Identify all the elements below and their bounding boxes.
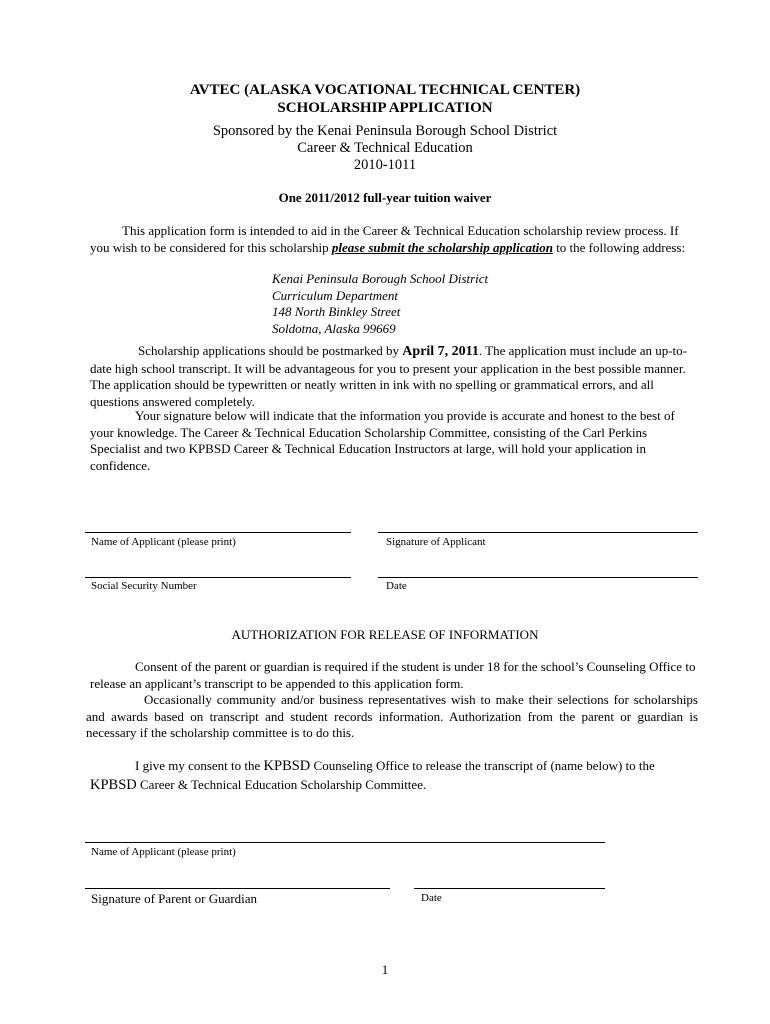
deadline-paragraph [90,343,696,410]
consent-date-label: Date [421,892,442,904]
address-line-3: 148 North Binkley Street [272,304,401,319]
applicant-name-label: Name of Applicant (please print) [91,536,236,548]
address-line-1: Kenai Peninsula Borough School District [272,271,489,286]
consent-applicant-name-line[interactable] [85,842,605,843]
consent-part-2: Counseling Office to release the transcript of (name below) to the [310,758,655,773]
parent-signature-label: Signature of Parent or Guardian [91,891,258,906]
page-number: 1 [381,962,389,977]
title-line-1: AVTEC (ALASKA VOCATIONAL TECHNICAL CENTER) [189,82,581,98]
parent-signature-line[interactable] [85,888,390,889]
consent-kpbsd-2: KPBSD [90,776,137,793]
consent-applicant-name-label: Name of Applicant (please print) [91,846,236,858]
consent-part-1: I give my consent to the [135,758,264,773]
applicant-signature-line[interactable] [378,532,698,533]
authorization-heading: AUTHORIZATION FOR RELEASE OF INFORMATION [231,627,539,642]
consent-part-3: Career & Technical Education Scholarship Committee. [136,776,427,792]
consent-statement [90,757,696,794]
title-line-2: SCHOLARSHIP APPLICATION [277,100,493,116]
year-line: 2010-1011 [353,157,417,173]
signature-note-paragraph: Your signature below will indicate that the information you provide is accurate and honest to the best of your knowledge. The Career & Technical Education Scholarship Committee, consisting of the Carl Perkins Specialist and two KPBSD Career & Technical Education Instructors at large, will hold your application in confidence. [90,408,675,473]
waiver-line: One 2011/2012 full-year tuition waiver [278,190,492,205]
intro-text-after: to the following address: [552,239,686,255]
intro-emphasis: please submit the scholarship application [331,239,553,255]
department-line: Career & Technical Education [297,140,473,156]
ssn-label: Social Security Number [91,580,197,592]
address-line-2: Curriculum Department [272,287,399,303]
deadline-text-before: Scholarship applications should be postmarked by [138,343,403,358]
deadline-text-after: . The application must include an up-to-date high school transcript. It will be advantageous for you to present your application in the best possible manner. The application should be typewritten or neatly written in ink with no spelling or grammatical errors, and all questions answered completely. [90,343,687,409]
intro-paragraph [90,223,700,256]
date-line[interactable] [378,577,698,578]
address-block [272,271,488,337]
deadline-date: April 7, 2011 [402,344,479,359]
ssn-line[interactable] [85,577,351,578]
applicant-signature-label: Signature of Applicant [386,536,486,548]
sponsor-line: Sponsored by the Kenai Peninsula Borough School District [212,123,558,139]
consent-kpbsd-1: KPBSD [263,758,311,774]
date-label: Date [386,580,407,592]
consent-date-line[interactable] [414,888,605,889]
authorization-paragraph-2: Occasionally community and/or business representatives wish to make their selections for scholarships and awards based on transcript and student records information. Authorization from the parent or guardian is necessary if the scholarship committee is to do this. [86,692,698,740]
intro-text-before: This application form is intended to aid in the Career & Technical Education scholarship review process. If you wish to be considered for this scholarship [90,223,679,255]
applicant-name-line[interactable] [85,532,351,533]
authorization-paragraph-1: Consent of the parent or guardian is required if the student is under 18 for the school’s Counseling Office to release an applicant’s transcript to be appended to this application form. [90,659,696,691]
address-line-4: Soldotna, Alaska 99669 [272,320,396,336]
